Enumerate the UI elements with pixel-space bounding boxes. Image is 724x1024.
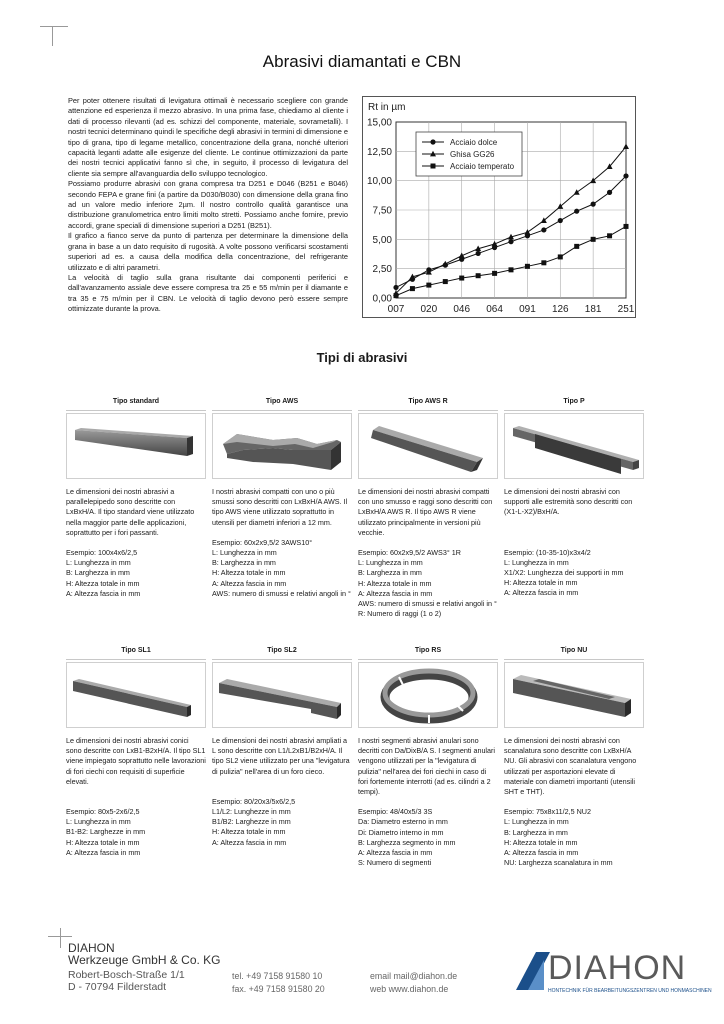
data-point-0 xyxy=(623,173,628,178)
type-card-standard xyxy=(66,396,206,599)
data-point-2 xyxy=(459,276,464,281)
roughness-chart xyxy=(362,96,636,318)
type-image xyxy=(358,413,498,479)
data-point-2 xyxy=(410,286,415,291)
y-tick-label: 2,50 xyxy=(372,264,392,276)
type-card-aws xyxy=(212,396,352,599)
data-point-2 xyxy=(492,271,497,276)
x-tick-label: 126 xyxy=(551,304,569,315)
type-description: I nostri abrasivi compatti con uno o più smussi sono descritti con LxBxH/A AWS. Il tipo AWS viene utilizzato soprattutto in utensili per diametri inferiori a 12 mm. xyxy=(212,487,348,527)
data-point-2 xyxy=(509,267,514,272)
type-description: Le dimensioni dei nostri abrasivi con supporti alle estremità sono descritti con (X1-L-X2)/BxH/A. xyxy=(504,487,633,517)
type-card-sl2 xyxy=(212,645,352,848)
section-title: Tipi di abrasivi xyxy=(316,350,408,365)
data-point-0 xyxy=(591,202,596,207)
x-tick-label: 020 xyxy=(420,304,438,315)
type-image xyxy=(212,662,352,728)
abrasive-stick-illustration xyxy=(359,414,497,478)
type-example: Esempio: 80x5-2x6/2,5 L: Lunghezza in mm B1-B2: Larghezze in mm H: Altezza totale in mm A: Altezza fascia in mm xyxy=(66,807,146,857)
type-card-title: Tipo SL1 xyxy=(66,645,206,660)
type-description: Le dimensioni dei nostri abrasivi compatti con uno smusso e raggi sono descritti con LxBxH/A AWS R. Il tipo AWS R viene utilizzato principalmente in versioni più vecchie. xyxy=(358,487,493,537)
type-card-title: Tipo AWS xyxy=(212,396,352,411)
type-card-title: Tipo NU xyxy=(504,645,644,660)
x-tick-label: 251 xyxy=(617,304,635,315)
type-description: Le dimensioni dei nostri abrasivi conici sono descritte con LxB1-B2xH/A. Il tipo SL1 viene impiegato soprattutto nelle lavorazioni di fori ciechi con requisiti di superficie elevati. xyxy=(66,736,206,786)
x-tick-label: 007 xyxy=(387,304,405,315)
footer-phone xyxy=(232,970,325,995)
data-point-0 xyxy=(574,209,579,214)
data-point-0 xyxy=(607,190,612,195)
data-point-2 xyxy=(574,244,579,249)
data-point-2 xyxy=(558,254,563,259)
type-example: Esempio: 80/20x3/5x6/2,5 L1/L2: Lunghezze in mm B1/B2: Larghezze in mm H: Altezza totale in mm A: Altezza fascia in mm xyxy=(212,796,296,847)
type-image xyxy=(212,413,352,479)
roughness-chart-svg xyxy=(362,96,636,318)
type-example: Esempio: 75x8x11/2,5 NU2 L: Lunghezza in mm B: Larghezza in mm H: Altezza totale in mm A: Altezza fascia in mm NU: Larghezza scanalatura in mm xyxy=(504,807,613,868)
type-description: I nostri segmenti abrasivi anulari sono decritti con Da/DixB/A S. I segmenti anulari vengono utilizzati per la "levigatura di pulizia" nell'area dei fori ciechi in caso di fori fortemente interrotti (ad es. cilindri a 2 tempi). xyxy=(358,736,496,797)
type-description: Le dimensioni dei nostri abrasivi con scanalatura sono descritte con LxBxH/A NU. Gli abrasivi con scanalatura vengono utilizzati per asportazioni elevate di materiale con diametri importanti (utensili SHT e THT). xyxy=(504,736,637,797)
legend-label: Acciaio temperato xyxy=(450,162,515,171)
data-point-2 xyxy=(476,273,481,278)
crop-mark xyxy=(40,26,68,27)
abrasive-stick-illustration xyxy=(505,414,643,478)
logo-tagline: HONTECHNIK FÜR BEARBEITUNGSZENTREN UND HONMASCHINEN xyxy=(548,988,712,994)
y-axis-label: Rt in µm xyxy=(368,102,406,113)
city: D - 70794 Filderstadt xyxy=(68,981,167,993)
legend-label: Acciaio dolce xyxy=(450,138,498,147)
legend-marker xyxy=(431,164,436,169)
footer-address xyxy=(68,942,221,993)
crop-mark xyxy=(52,26,53,46)
data-point-2 xyxy=(426,283,431,288)
x-tick-label: 181 xyxy=(584,304,602,315)
grooved-stick-illustration xyxy=(505,663,643,727)
data-point-0 xyxy=(541,227,546,232)
type-example: Esempio: 60x2x9,5/2 AWS3° 1R L: Lunghezza in mm B: Larghezza in mm H: Altezza totale in mm A: Altezza fascia in mm AWS: numero di smussi e relativi angoli in ° R: Numero di raggi (1 o 2) xyxy=(358,548,497,619)
logo-text: DIAHON xyxy=(548,949,687,987)
ring-segment-illustration xyxy=(359,663,497,727)
data-point-2 xyxy=(541,260,546,265)
intro-text xyxy=(68,96,348,315)
y-tick-label: 0,00 xyxy=(372,293,392,305)
type-example: Esempio: 100x4x6/2,5 L: Lunghezza in mm B: Larghezza in mm H: Altezza totale in mm A: Altezza fascia in mm xyxy=(66,548,141,598)
type-card-title: Tipo SL2 xyxy=(212,645,352,660)
data-point-2 xyxy=(394,293,399,298)
type-example: Esempio: 48/40x5/3 3S Da: Diametro esterno in mm Di: Diametro interno in mm B: Larghezza segmento in mm A: Altezza fascia in mm S: Numero di segmenti xyxy=(358,807,456,868)
intro-paragraph: Possiamo produrre abrasivi con grana compresa tra D251 e D046 (B251 e B046) secondo FEPA e grane fini (a partire da D030/B030) con dimensione della grana fino ad un valore medio inferiore 2µm. Il nostro controllo qualità garantisce una distribuzione granulometrica entro limiti molto stretti. Possiamo anche fornire, previo accordi, grane speciali di dimensione superiori a D251 (B251). xyxy=(68,179,348,230)
company-name-2: Werkzeuge GmbH & Co. KG xyxy=(68,953,221,967)
type-description: Le dimensioni dei nostri abrasivi a parallelepipedo sono descritte con LxBxH/A. Il tipo standard viene utilizzato nella maggior parte delle applicazioni, soprattutto per i fori passanti. xyxy=(66,487,195,537)
y-tick-label: 7,50 xyxy=(372,205,392,217)
type-example: Esempio: (10-35-10)x3x4/2 L: Lunghezza in mm X1/X2: Lunghezza dei supporti in mm H: Altezza totale in mm A: Altezza fascia in mm xyxy=(504,547,624,598)
intro-paragraph: Il grafico a fianco serve da punto di partenza per determinare la dimensione della grana in base a un dato requisito di rugosità. A volte possono verificarsi scostamenti superiori ad es. a causa della modifica della concentrazione, del refrigerante utilizzato e di altri parametri. xyxy=(68,231,348,272)
type-card-p xyxy=(504,396,644,599)
email-link[interactable]: email mail@diahon.de xyxy=(370,971,458,981)
company-name: DIAHON xyxy=(68,941,115,955)
legend-marker xyxy=(430,139,435,144)
data-point-2 xyxy=(443,279,448,284)
type-description: Le dimensioni dei nostri abrasivi ampliati a L sono descritte con L1/L2xB1/B2xH/A. Il tipo SL2 viene utilizzato per una "levigatura di pulizia" nell'area di un foro cieco. xyxy=(212,736,350,776)
data-point-2 xyxy=(624,224,629,229)
diahon-logo xyxy=(514,949,712,1000)
y-tick-label: 5,00 xyxy=(372,234,392,246)
web-link[interactable]: web www.diahon.de xyxy=(370,983,449,994)
abrasive-stick-illustration xyxy=(67,663,205,727)
type-card-title: Tipo AWS R xyxy=(358,396,498,411)
abrasive-stick-illustration xyxy=(213,414,351,478)
x-tick-label: 091 xyxy=(519,304,536,315)
page-title: Abrasivi diamantati e CBN xyxy=(262,52,462,71)
abrasive-stick-illustration xyxy=(213,663,351,727)
crop-mark xyxy=(60,928,61,948)
crop-mark xyxy=(48,936,72,937)
footer-online xyxy=(370,970,457,995)
y-tick-label: 10,00 xyxy=(366,176,392,188)
type-card-title: Tipo RS xyxy=(358,645,498,660)
data-point-2 xyxy=(591,237,596,242)
data-point-0 xyxy=(558,218,563,223)
type-image xyxy=(504,413,644,479)
type-card-title: Tipo P xyxy=(504,396,644,411)
data-point-0 xyxy=(476,251,481,256)
tel: tel. +49 7158 91580 10 xyxy=(232,971,323,981)
type-card-aws-r xyxy=(358,396,498,619)
data-point-2 xyxy=(607,233,612,238)
intro-paragraph: La velocità di taglio sulla grana risultante dai componenti periferici e dall'avanzamento assiale deve essere compresa tra 25 e 55 m/min per il diamante e tra 35 e 75 m/min per il CBN. Le velocità di taglio devono però essere sempre ottimizzate durante la prova. xyxy=(68,272,348,314)
y-tick-label: 12,50 xyxy=(366,146,392,158)
intro-paragraph: Per poter ottenere risultati di levigatura ottimali è necessario scegliere con grande attenzione ed esperienza il mezzo abrasivo. In una prima fase, chiediamo al cliente i dati di processo rilevanti (ad es. schizzi del componente, materiale, sovrametalli). I nostri tecnici determinano quindi le specifiche degli abrasivi in termini di dimensione e tipo di grana, tipo di legame metallico, concentrazione della grana, nonché ulteriori capacità leganti adatte alle esigenze del cliente. Le continue ottimizzazioni da parte dei nostri tecnici applicativi fanno sì che, in seguito, il processo di levigatura del cliente sia sempre all'avanguardia dello sviluppo tecnologico. xyxy=(68,96,348,178)
data-point-0 xyxy=(393,285,398,290)
street: Robert-Bosch-Straße 1/1 xyxy=(68,969,185,981)
type-card-rs xyxy=(358,645,498,868)
type-image xyxy=(358,662,498,728)
fax: fax. +49 7158 91580 20 xyxy=(232,983,325,994)
data-point-2 xyxy=(525,264,530,269)
y-tick-label: 15,00 xyxy=(366,117,392,129)
type-image xyxy=(504,662,644,728)
type-card-title: Tipo standard xyxy=(66,396,206,411)
abrasive-stick-illustration xyxy=(67,414,205,478)
x-tick-label: 064 xyxy=(486,304,503,315)
type-card-sl1 xyxy=(66,645,206,858)
type-example: Esempio: 60x2x9,5/2 3AWS10° L: Lunghezza in mm B: Larghezza in mm H: Altezza totale in mm A: Altezza fascia in mm AWS: numero di smussi e relativi angoli in ° xyxy=(212,537,351,598)
legend-label: Ghisa GG26 xyxy=(450,150,495,159)
type-card-nu xyxy=(504,645,644,868)
type-image xyxy=(66,662,206,728)
data-point-0 xyxy=(508,239,513,244)
type-image xyxy=(66,413,206,479)
x-tick-label: 046 xyxy=(453,304,471,315)
